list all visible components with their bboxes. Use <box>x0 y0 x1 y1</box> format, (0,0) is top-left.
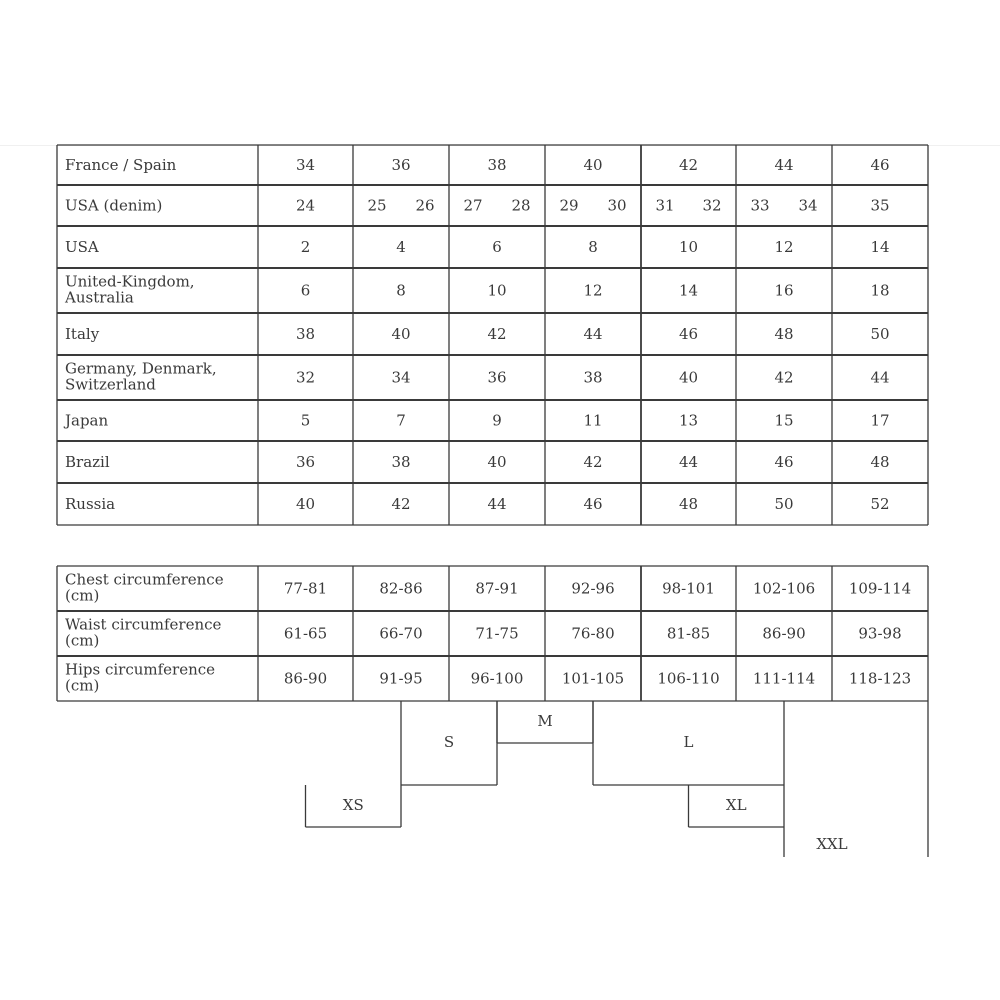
size-bracket-l-label: L <box>683 733 694 751</box>
conversion-table-cell: 12 <box>774 238 794 256</box>
conversion-table-cell: 40 <box>678 368 699 387</box>
measurements-table-cell: 82-86 <box>379 579 423 598</box>
measurements-table-cell: 102-106 <box>752 579 816 598</box>
measurements-table-cell: 86-90 <box>283 669 328 688</box>
conversion-table-cell: 8 <box>588 238 598 256</box>
conversion-table-cell: 36 <box>487 368 507 387</box>
conversion-table-cell: 2 <box>300 238 311 256</box>
measurements-table-row-label: Waist circumference (cm) <box>65 615 222 650</box>
conversion-table-row-label: USA (denim) <box>65 196 163 215</box>
conversion-table-row-label: Italy <box>65 325 100 343</box>
conversion-table-cell: 42 <box>678 156 699 174</box>
conversion-table-cell: 8 <box>396 281 406 300</box>
conversion-table-cell: 46 <box>583 495 603 513</box>
conversion-table-cell: 13 <box>678 411 699 430</box>
measurements-table-cell: 86-90 <box>762 624 806 643</box>
measurements-table-cell: 76-80 <box>571 624 615 643</box>
measurements-table-row-label: Chest circumference (cm) <box>65 570 224 605</box>
measurements-table-cell: 109-114 <box>848 579 912 598</box>
measurements-table-cell: 111-114 <box>752 669 816 688</box>
conversion-table-cell: 46 <box>678 325 699 343</box>
conversion-table-cell: 17 <box>870 411 890 430</box>
conversion-table-cell: 36 <box>391 156 411 174</box>
conversion-table-cell: 52 <box>870 495 890 513</box>
measurements-table-row-label: Hips circumference (cm) <box>65 660 216 695</box>
conversion-table-cell: 38 <box>487 156 507 174</box>
conversion-table-cell: 44 <box>774 156 794 174</box>
conversion-table-row-label: Japan <box>65 411 109 430</box>
measurements-table-cell: 61-65 <box>283 624 328 643</box>
conversion-table-cell: 32 <box>702 196 722 215</box>
conversion-table-cell: 42 <box>583 453 603 471</box>
conversion-table-cell: 24 <box>295 196 316 215</box>
conversion-table-cell: 38 <box>295 325 316 343</box>
conversion-table-cell: 38 <box>583 368 603 387</box>
measurements-table-cell: 77-81 <box>283 579 328 598</box>
conversion-table-cell: 34 <box>391 368 411 387</box>
conversion-table-cell: 10 <box>678 238 699 256</box>
conversion-table-cell: 6 <box>300 281 311 300</box>
conversion-table-cell: 18 <box>870 281 890 300</box>
conversion-table-cell: 40 <box>487 453 507 471</box>
conversion-table-cell: 42 <box>487 325 507 343</box>
conversion-table-row-label: France / Spain <box>65 156 177 174</box>
measurements-table-cell: 87-91 <box>475 579 519 598</box>
conversion-table-cell: 44 <box>678 453 699 471</box>
conversion-table-cell: 7 <box>396 411 406 430</box>
conversion-table-cell: 30 <box>607 196 627 215</box>
size-bracket-xl-label: XL <box>725 796 747 814</box>
conversion-table-cell: 28 <box>511 196 531 215</box>
conversion-table-cell: 6 <box>492 238 502 256</box>
conversion-table-cell: 48 <box>678 495 699 513</box>
conversion-table-cell: 46 <box>870 156 890 174</box>
conversion-table-cell: 48 <box>870 453 890 471</box>
conversion-table-cell: 32 <box>295 368 316 387</box>
conversion-table-cell: 46 <box>774 453 794 471</box>
conversion-table-cell: 26 <box>415 196 435 215</box>
conversion-table-cell: 31 <box>655 196 675 215</box>
size-bracket-xxl-label: XXL <box>816 835 848 853</box>
measurements-table-cell: 96-100 <box>470 669 524 688</box>
measurements-table-cell: 71-75 <box>475 624 519 643</box>
conversion-table-cell: 44 <box>487 495 507 513</box>
conversion-table-cell: 38 <box>391 453 411 471</box>
conversion-table-cell: 14 <box>678 281 699 300</box>
size-bracket-s-label: S <box>443 733 455 751</box>
conversion-table-cell: 15 <box>774 411 794 430</box>
conversion-table-row-label: Germany, Denmark, Switzerland <box>65 359 217 394</box>
measurements-table-cell: 92-96 <box>571 579 615 598</box>
conversion-table-cell: 44 <box>583 325 603 343</box>
conversion-table-cell: 35 <box>870 196 890 215</box>
conversion-table-cell: 36 <box>295 453 316 471</box>
conversion-table-row-label: Russia <box>65 495 116 513</box>
conversion-table-cell: 50 <box>774 495 794 513</box>
conversion-table-cell: 25 <box>367 196 387 215</box>
measurements-table-cell: 98-101 <box>662 579 715 598</box>
conversion-table-cell: 12 <box>583 281 603 300</box>
conversion-table-cell: 10 <box>487 281 507 300</box>
conversion-table-cell: 44 <box>870 368 890 387</box>
measurements-table-cell: 106-110 <box>657 669 720 688</box>
conversion-table-cell: 40 <box>391 325 411 343</box>
size-bracket-m-label: M <box>537 712 553 730</box>
conversion-table-cell: 5 <box>300 411 311 430</box>
measurements-table-cell: 101-105 <box>561 669 625 688</box>
conversion-table-cell: 4 <box>396 238 406 256</box>
measurements-table-cell: 66-70 <box>379 624 423 643</box>
conversion-table-cell: 29 <box>559 196 579 215</box>
conversion-table-cell: 40 <box>583 156 603 174</box>
conversion-table-cell: 27 <box>463 196 483 215</box>
conversion-table-cell: 16 <box>774 281 794 300</box>
conversion-table-cell: 48 <box>774 325 794 343</box>
conversion-table-cell: 33 <box>750 196 770 215</box>
measurements-table-cell: 93-98 <box>858 624 902 643</box>
size-bracket-xs-label: XS <box>342 796 364 814</box>
conversion-table-cell: 11 <box>583 411 603 430</box>
conversion-table-cell: 42 <box>774 368 794 387</box>
conversion-table-cell: 40 <box>295 495 316 513</box>
conversion-table-row-label: United-Kingdom, Australia <box>65 272 195 307</box>
conversion-table-cell: 50 <box>870 325 890 343</box>
conversion-table-cell: 42 <box>391 495 411 513</box>
conversion-table-cell: 14 <box>870 238 890 256</box>
conversion-table-cell: 34 <box>798 196 818 215</box>
conversion-table-row-label: USA <box>65 238 99 256</box>
measurements-table-cell: 118-123 <box>848 669 912 688</box>
conversion-table-cell: 9 <box>492 411 502 430</box>
measurements-table-cell: 91-95 <box>379 669 423 688</box>
conversion-table-row-label: Brazil <box>65 453 110 471</box>
conversion-table-cell: 34 <box>295 156 316 174</box>
measurements-table-cell: 81-85 <box>666 624 711 643</box>
